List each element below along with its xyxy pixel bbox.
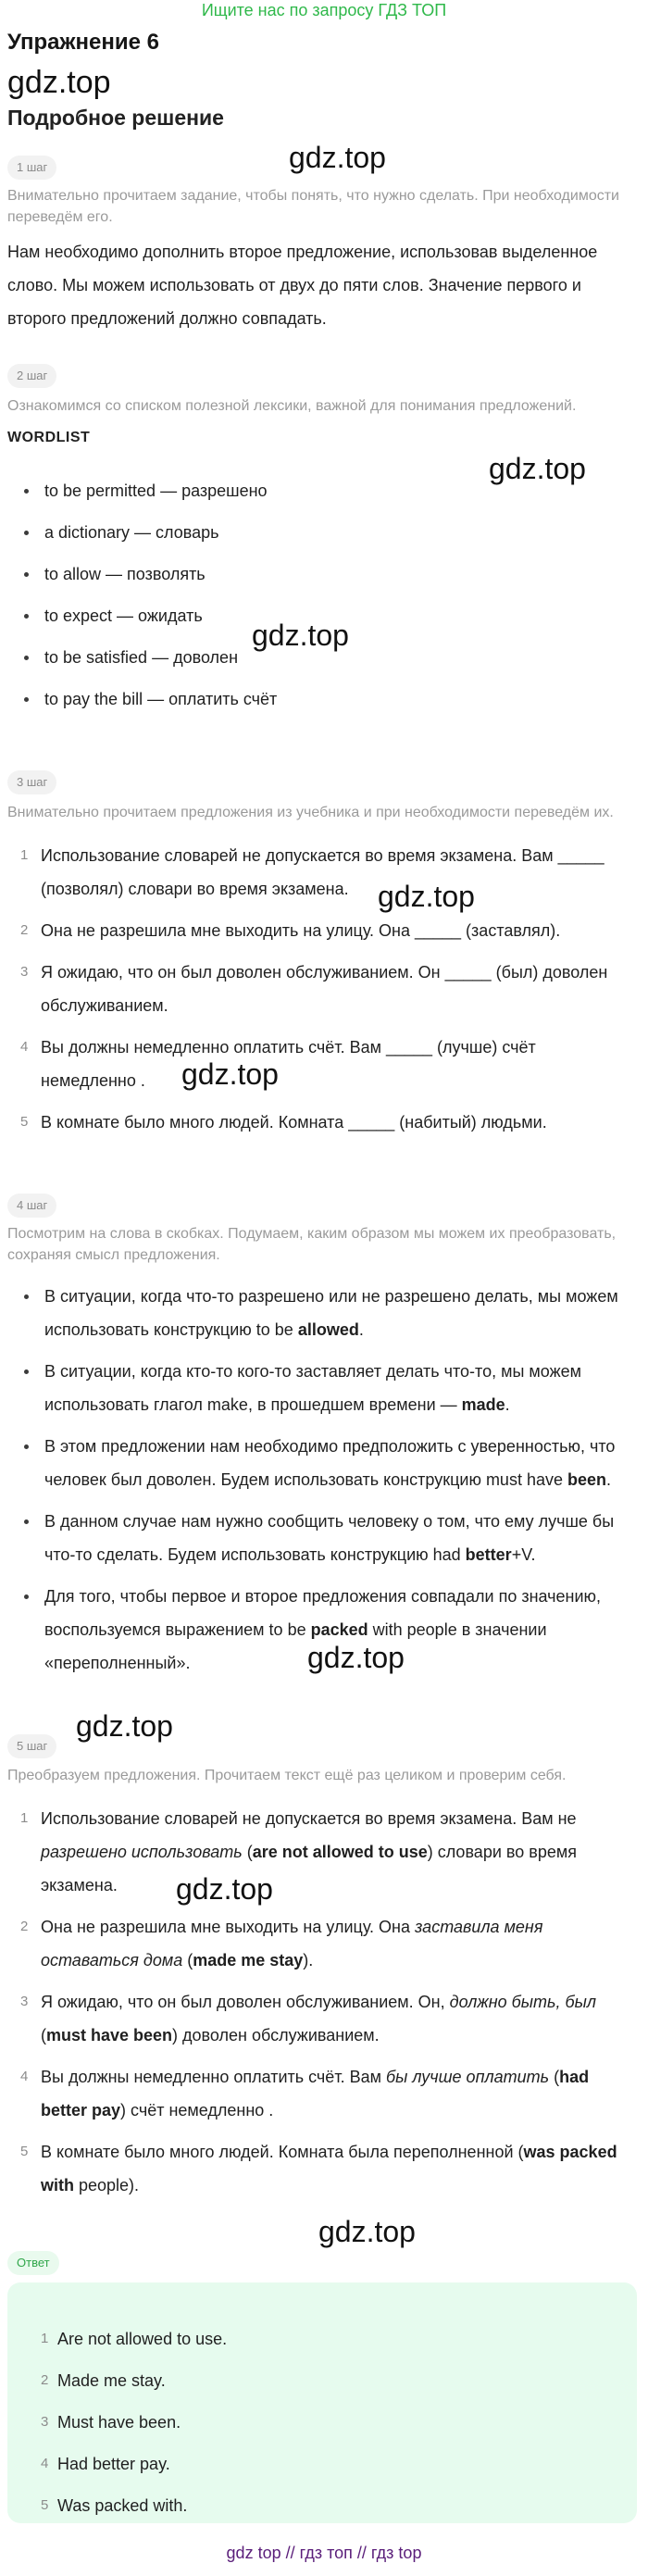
list-item: to be satisfied — доволен	[7, 641, 600, 674]
watermark: gdz.top	[181, 1057, 279, 1091]
list-item: 2 Она не разрешила мне выходить на улицу. Она _____ (заставлял).	[20, 921, 561, 940]
step-badge: 2 шаг	[7, 364, 56, 388]
answer-list	[7, 2322, 637, 2522]
list-item: 3 Я ожидаю, что он был доволен обслуживанием. Он _____ (был) доволен обслуживанием.	[20, 963, 608, 1015]
step-hint: Преобразуем предложения. Прочитаем текст ещё раз целиком и проверим себя.	[7, 1768, 567, 1783]
bullet-icon	[24, 614, 29, 619]
bullet-icon	[24, 1519, 29, 1524]
bullet-icon	[24, 531, 29, 535]
answer-badge: Ответ	[7, 2251, 59, 2275]
list-item: 4 Вы должны немедленно оплатить счёт. Вам _____ (лучше) счёт немедленно .	[20, 1038, 536, 1090]
watermark: gdz.top	[489, 452, 586, 485]
list-item: 2 Она не разрешила мне выходить на улицу. Она заставила меня оставаться дома (made me stay).	[20, 1918, 543, 1970]
list-item: to allow — позволять	[7, 557, 600, 591]
list-item: 3 Must have been.	[41, 2413, 181, 2432]
list-item: 1 Использование словарей не допускается во время экзамена. Вам _____ (позволял) словари во время экзамена.	[20, 846, 604, 898]
step-badge: 1 шаг	[7, 156, 56, 180]
analysis-list	[7, 1280, 637, 1680]
step-hint: Внимательно прочитаем предложения из учебника и при необходимости переведём их.	[7, 805, 614, 820]
list-item: 1 Are not allowed to use.	[41, 2330, 228, 2348]
list-item: to be permitted — разрешено	[7, 474, 600, 507]
bullet-icon	[24, 697, 29, 702]
list-item: В ситуации, когда что-то разрешено или не разрешено делать, мы можем использовать конструкцию to be allowed.	[7, 1280, 637, 1346]
watermark: gdz.top	[307, 1641, 405, 1674]
list-item: a dictionary — словарь	[7, 516, 600, 549]
list-item: 1 Использование словарей не допускается во время экзамена. Вам не разрешено использовать (are not allowed to use) словари во время экзамена.	[20, 1809, 577, 1894]
list-item: 5 В комнате было много людей. Комната _____ (набитый) людьми.	[20, 1113, 547, 1132]
list-item: В данном случае нам нужно сообщить человеку о том, что ему лучше бы что-то сделать. Будем использовать конструкцию had better+V.	[7, 1505, 637, 1571]
bullet-icon	[24, 1369, 29, 1374]
list-item: 5 Was packed with.	[41, 2496, 188, 2515]
watermark: gdz.top	[318, 2215, 416, 2248]
wordlist-title: WORDLIST	[7, 430, 91, 445]
step-text: Нам необходимо дополнить второе предложение, использовав выделенное слово. Мы можем использовать от двух до пяти слов. Значение первого и второго предложений должно совпадать.	[7, 243, 598, 328]
watermark: gdz.top	[289, 141, 386, 174]
step-hint: Внимательно прочитаем задание, чтобы понять, что нужно сделать. При необходимости переведём его.	[7, 188, 619, 225]
list-item: to expect — ожидать	[7, 599, 600, 632]
bullet-icon	[24, 656, 29, 660]
step-badge: 3 шаг	[7, 770, 56, 794]
search-hint-link[interactable]: Ищите нас по запросу ГДЗ ТОП	[201, 1, 447, 19]
footer-links[interactable]: gdz top // гдз топ // гдз top	[226, 2544, 422, 2562]
list-item: 2 Made me stay.	[41, 2371, 166, 2390]
list-item: to pay the bill — оплатить счёт	[7, 682, 600, 716]
watermark: gdz.top	[252, 619, 349, 652]
watermark: gdz.top	[176, 1872, 273, 1906]
list-item: 4 Had better pay.	[41, 2455, 170, 2473]
bullet-icon	[24, 489, 29, 494]
list-item: 3 Я ожидаю, что он был доволен обслуживанием. Он, должно быть, был (must have been) доволен обслуживанием.	[20, 1993, 596, 2045]
list-item: 5 В комнате было много людей. Комната была переполненной (was packed with people).	[20, 2143, 617, 2195]
transformed-sentences	[7, 1802, 637, 2202]
site-heading: gdz.top	[7, 65, 111, 100]
list-item: В ситуации, когда кто-то кого-то заставляет делать что-то, мы можем использовать глагол make, в прошедшем времени — made.	[7, 1355, 637, 1421]
step-hint: Посмотрим на слова в скобках. Подумаем, каким образом мы можем их преобразовать, сохраняя смысл предложения.	[7, 1226, 617, 1263]
watermark: gdz.top	[76, 1709, 173, 1743]
exercise-title: Упражнение 6	[7, 30, 159, 55]
list-item: В этом предложении нам необходимо предположить с уверенностью, что человек был доволен. Будем использовать конструкцию must have been.	[7, 1430, 637, 1496]
watermark: gdz.top	[378, 880, 475, 913]
bullet-icon	[24, 1444, 29, 1449]
step-badge: 5 шаг	[7, 1734, 56, 1758]
wordlist	[7, 474, 600, 716]
bullet-icon	[24, 572, 29, 577]
solution-subtitle: Подробное решение	[7, 106, 224, 130]
list-item: Для того, чтобы первое и второе предложения совпадали по значению, воспользуемся выражением to be packed with people в значении «переполненный».	[7, 1580, 637, 1680]
list-item: 4 Вы должны немедленно оплатить счёт. Вам бы лучше оплатить (had better pay) счёт немедленно .	[20, 2068, 590, 2120]
bullet-icon	[24, 1294, 29, 1299]
task-sentences	[7, 839, 628, 1139]
step-badge: 4 шаг	[7, 1194, 56, 1218]
step-hint: Ознакомимся со списком полезной лексики, важной для понимания предложений.	[7, 398, 577, 414]
bullet-icon	[24, 1594, 29, 1599]
